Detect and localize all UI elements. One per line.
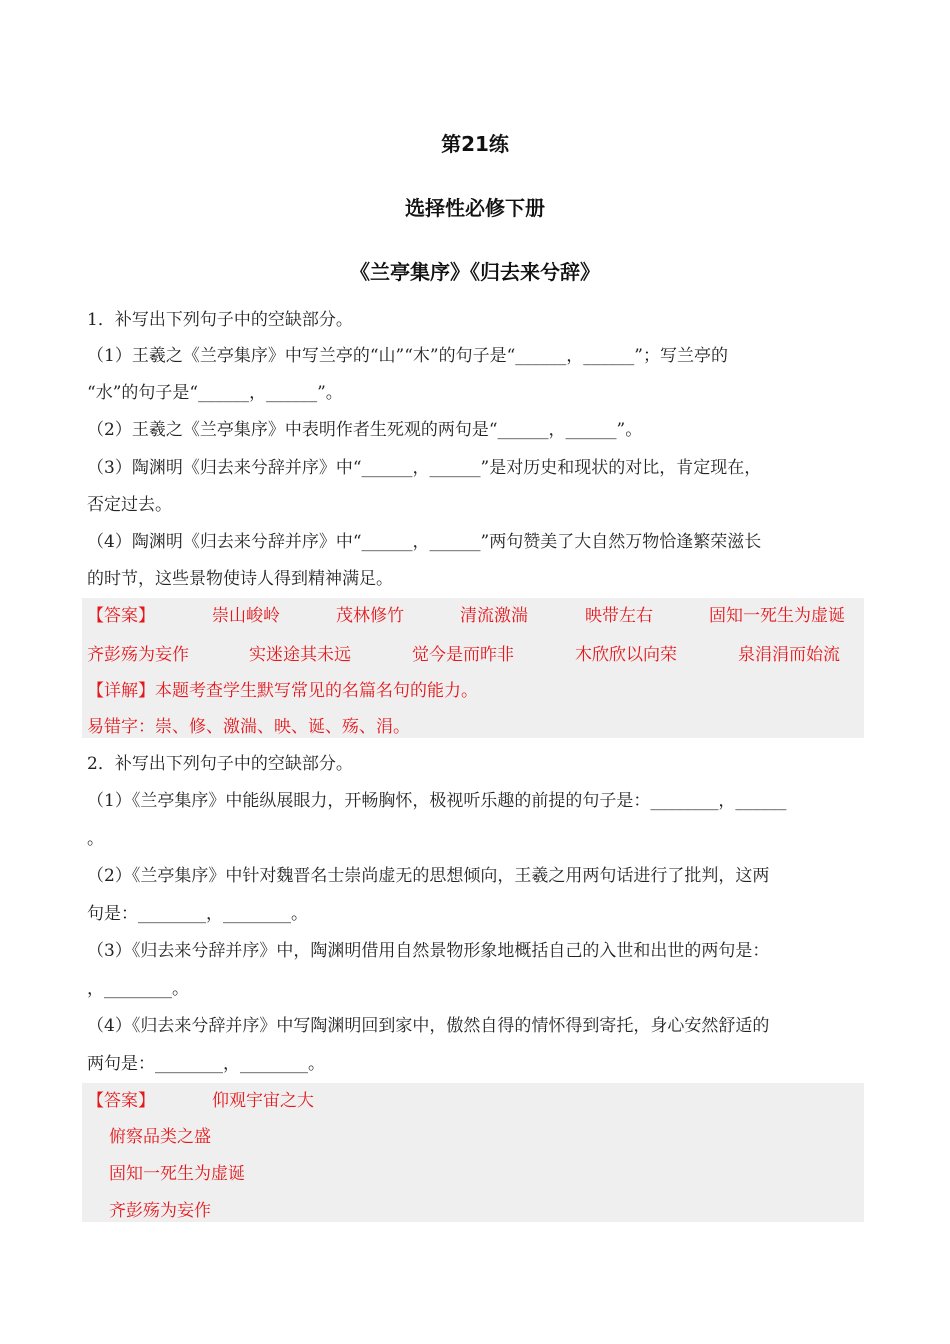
q2-line-8: 两句是：________，________。 <box>87 1054 325 1074</box>
q1-line-1: （1）王羲之《兰亭集序》中写兰亭的“山”“木”的句子是“______，______”；写兰亭的 <box>87 346 728 366</box>
q2-line-1: （1）《兰亭集序》中能纵展眼力，开畅胸怀，极视听乐趣的前提的句子是：________，______ <box>87 791 787 811</box>
q1-answer-1: 崇山峻岭 <box>212 606 280 626</box>
q1-line-4: （3）陶渊明《归去来兮辞并序》中“______，______”是对历史和现状的对比，肯定现在， <box>87 458 762 478</box>
q1-line-2: “水”的句子是“______，______”。 <box>87 383 343 403</box>
q1-line-6: （4）陶渊明《归去来兮辞并序》中“______，______”两句赞美了大自然万物恰逢繁荣滋长 <box>87 532 762 552</box>
q1-line-7: 的时节，这些景物使诗人得到精神满足。 <box>87 569 393 589</box>
q2-line-6: ，________。 <box>87 979 189 999</box>
q2-stem: 2．补写出下列句子中的空缺部分。 <box>87 754 353 774</box>
q2-answer-4: 齐彭殇为妄作 <box>109 1201 211 1221</box>
q1-line-3: （2）王羲之《兰亭集序》中表明作者生死观的两句是“______，______”。 <box>87 420 643 440</box>
q1-answer-10: 泉涓涓而始流 <box>738 645 840 665</box>
q2-answer-3: 固知一死生为虚诞 <box>109 1164 245 1184</box>
q2-line-3: （2）《兰亭集序》中针对魏晋名士崇尚虚无的思想倾向，王羲之用两句话进行了批判，这两 <box>87 866 770 886</box>
q2-answer-label: 【答案】 <box>87 1091 155 1111</box>
q2-answer-1: 仰观宇宙之大 <box>212 1091 314 1111</box>
q1-answer-8: 觉今是而昨非 <box>412 645 514 665</box>
texts-title: 《兰亭集序》《归去来兮辞》 <box>350 260 600 284</box>
q2-line-5: （3）《归去来兮辞并序》中，陶渊明借用自然景物形象地概括自己的入世和出世的两句是： <box>87 941 770 961</box>
q1-errors: 易错字：崇、修、激湍、映、诞、殇、涓。 <box>87 717 410 737</box>
lesson-title: 第21练 <box>441 132 509 156</box>
q1-line-5: 否定过去。 <box>87 495 172 515</box>
q1-answer-9: 木欣欣以向荣 <box>575 645 677 665</box>
q1-answer-6: 齐彭殇为妄作 <box>87 645 189 665</box>
q2-line-2: 。 <box>87 829 104 849</box>
q1-detail: 【详解】本题考查学生默写常见的名篇名句的能力。 <box>87 681 478 701</box>
q1-answer-7: 实迷途其未远 <box>249 645 351 665</box>
q2-answer-2: 俯察品类之盛 <box>109 1127 211 1147</box>
q2-line-4: 句是：________，________。 <box>87 904 308 924</box>
q2-line-7: （4）《归去来兮辞并序》中写陶渊明回到家中，傲然自得的情怀得到寄托，身心安然舒适的 <box>87 1016 770 1036</box>
q1-answer-5: 固知一死生为虚诞 <box>709 606 845 626</box>
q1-answer-2: 茂林修竹 <box>336 606 404 626</box>
book-title: 选择性必修下册 <box>405 196 545 220</box>
q1-answer-4: 映带左右 <box>585 606 653 626</box>
q1-stem: 1．补写出下列句子中的空缺部分。 <box>87 310 353 330</box>
q1-answer-3: 清流激湍 <box>460 606 528 626</box>
q1-answer-label: 【答案】 <box>87 606 155 626</box>
